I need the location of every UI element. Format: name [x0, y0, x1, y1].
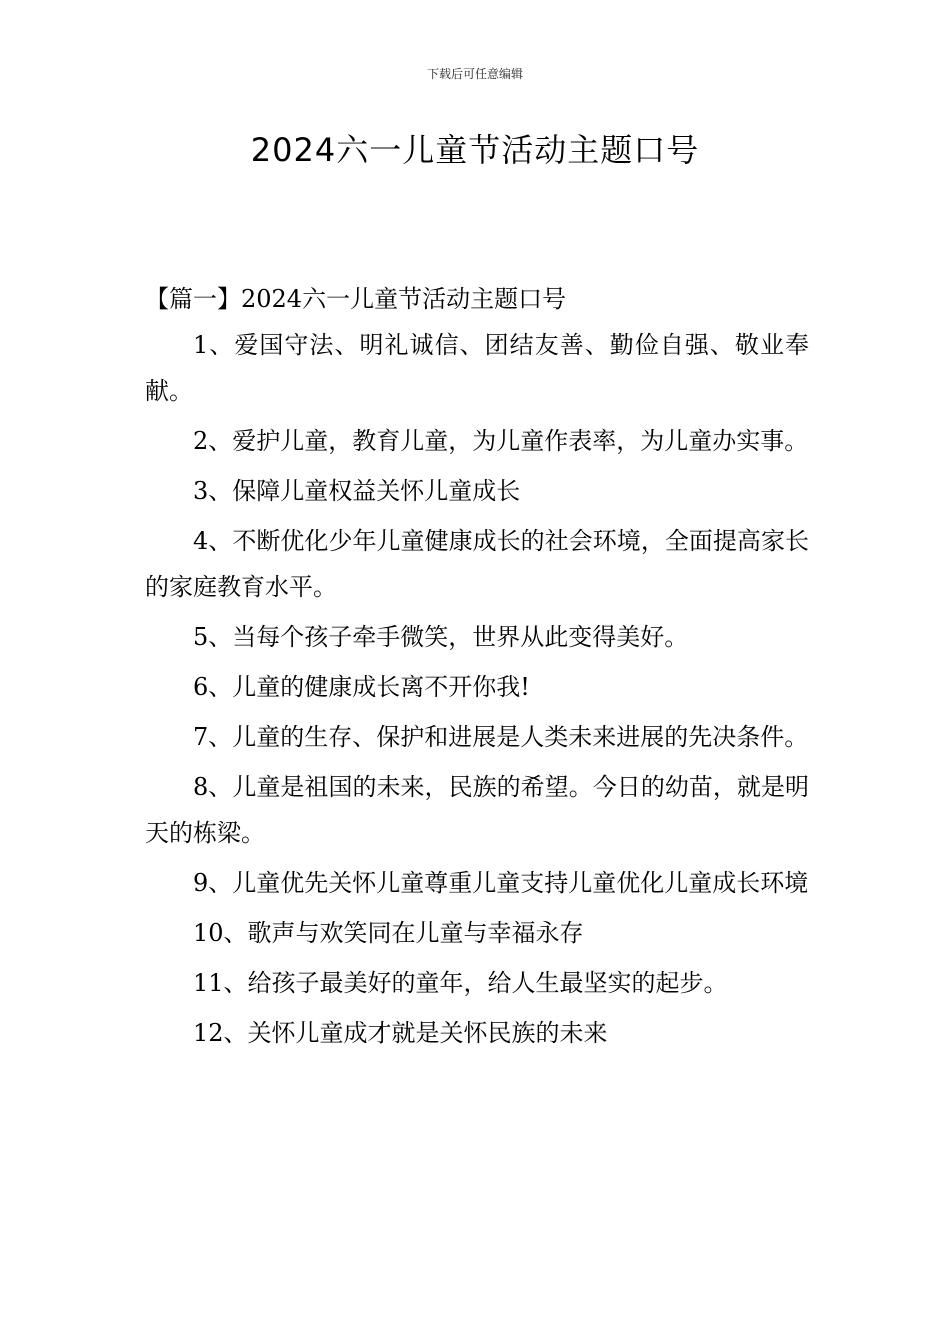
slogan-item-8: 8、儿童是祖国的未来，民族的希望。今日的幼苗，就是明天的栋梁。 [145, 773, 809, 847]
slogan-item-9: 9、儿童优先关怀儿童尊重儿童支持儿童优化儿童成长环境 [193, 869, 809, 897]
edit-note: 下载后可任意编辑 [426, 67, 523, 81]
section-heading: 【篇一】2024六一儿童节活动主题口号 [145, 285, 567, 313]
slogan-item-11: 11、给孩子最美好的童年，给人生最坚实的起步。 [193, 969, 728, 997]
slogan-item-7: 7、儿童的生存、保护和进展是人类未来进展的先决条件。 [193, 723, 809, 751]
slogan-item-10: 10、歌声与欢笑同在儿童与幸福永存 [193, 919, 584, 947]
slogan-item-3: 3、保障儿童权益关怀儿童成长 [193, 477, 521, 505]
document-title: 2024六一儿童节活动主题口号 [250, 131, 700, 169]
slogan-item-2: 2、爱护儿童，教育儿童，为儿童作表率，为儿童办实事。 [193, 427, 809, 455]
document-body [145, 276, 809, 1060]
slogan-item-6: 6、儿童的健康成长离不开你我! [193, 673, 530, 701]
slogan-item-5: 5、当每个孩子牵手微笑，世界从此变得美好。 [193, 623, 689, 651]
slogan-item-4: 4、不断优化少年儿童健康成长的社会环境，全面提高家长的家庭教育水平。 [145, 527, 809, 601]
slogan-item-1: 1、爱国守法、明礼诚信、团结友善、勤俭自强、敬业奉献。 [145, 331, 809, 405]
slogan-item-12: 12、关怀儿童成才就是关怀民族的未来 [193, 1019, 608, 1047]
